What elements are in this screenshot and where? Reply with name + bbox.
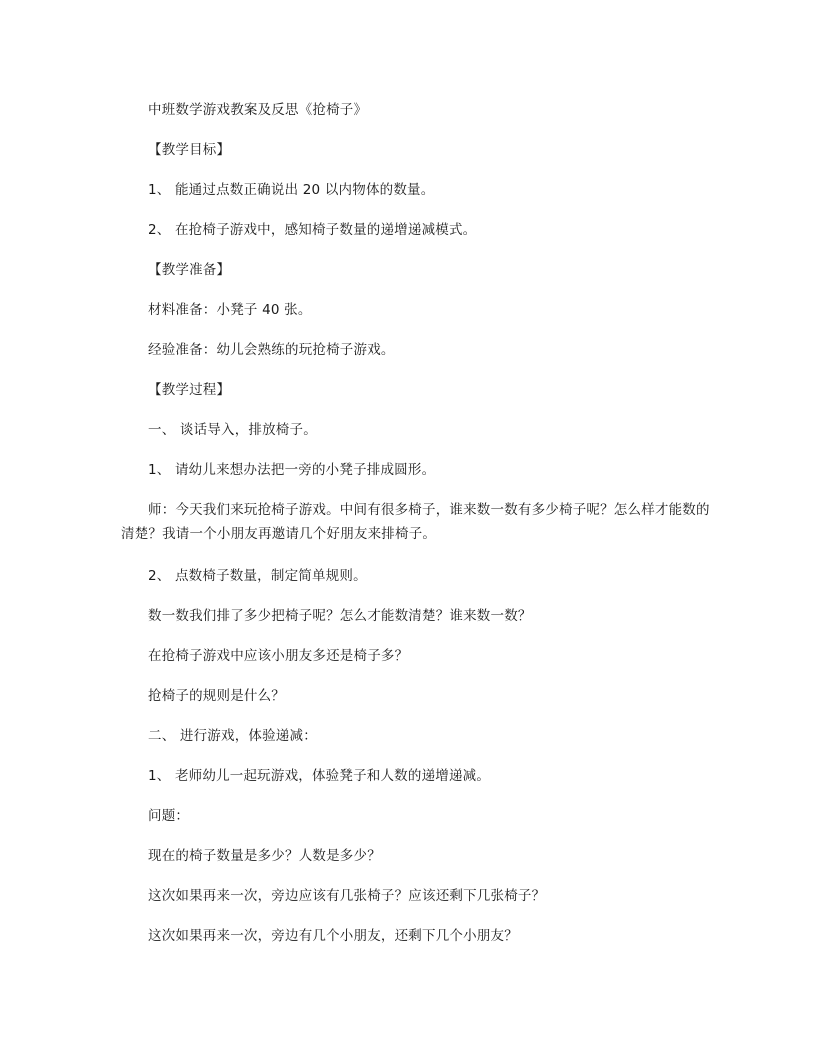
section-heading-preparation: 【教学准备】 <box>148 262 231 278</box>
paragraph: 二、 进行游戏，体验递减： <box>148 728 317 744</box>
paragraph: 材料准备：小凳子 40 张。 <box>148 302 312 318</box>
paragraph: 在抢椅子游戏中应该小朋友多还是椅子多？ <box>148 648 409 664</box>
paragraph: 1、 老师幼儿一起玩游戏，体验凳子和人数的递增递减。 <box>148 768 491 784</box>
paragraph: 这次如果再来一次，旁边有几个小朋友，还剩下几个小朋友？ <box>148 928 518 944</box>
paragraph: 抢椅子的规则是什么？ <box>148 688 285 704</box>
paragraph: 师：今天我们来玩抢椅子游戏。中间有很多椅子，谁来数一数有多少椅子呢？怎么样才能数的清楚？我请一个小朋友再邀请几个好朋友来排椅子。 <box>121 502 710 542</box>
section-heading-process: 【教学过程】 <box>148 382 231 398</box>
document-title: 中班数学游戏教案及反思《抢椅子》 <box>148 102 368 118</box>
paragraph: 这次如果再来一次，旁边应该有几张椅子？应该还剩下几张椅子？ <box>148 888 546 904</box>
paragraph: 1、 能通过点数正确说出 20 以内物体的数量。 <box>148 182 435 198</box>
paragraph: 现在的椅子数量是多少？人数是多少？ <box>148 848 381 864</box>
paragraph: 经验准备：幼儿会熟练的玩抢椅子游戏。 <box>148 342 395 358</box>
paragraph: 问题： <box>148 808 190 824</box>
paragraph: 一、 谈话导入，排放椅子。 <box>148 422 317 438</box>
paragraph: 1、 请幼儿来想办法把一旁的小凳子排成圆形。 <box>148 462 436 478</box>
section-heading-objectives: 【教学目标】 <box>148 142 231 158</box>
paragraph: 2、 在抢椅子游戏中，感知椅子数量的递增递减模式。 <box>148 222 477 238</box>
paragraph: 数一数我们排了多少把椅子呢？怎么才能数清楚？谁来数一数？ <box>148 608 532 624</box>
paragraph: 2、 点数椅子数量，制定简单规则。 <box>148 568 367 584</box>
